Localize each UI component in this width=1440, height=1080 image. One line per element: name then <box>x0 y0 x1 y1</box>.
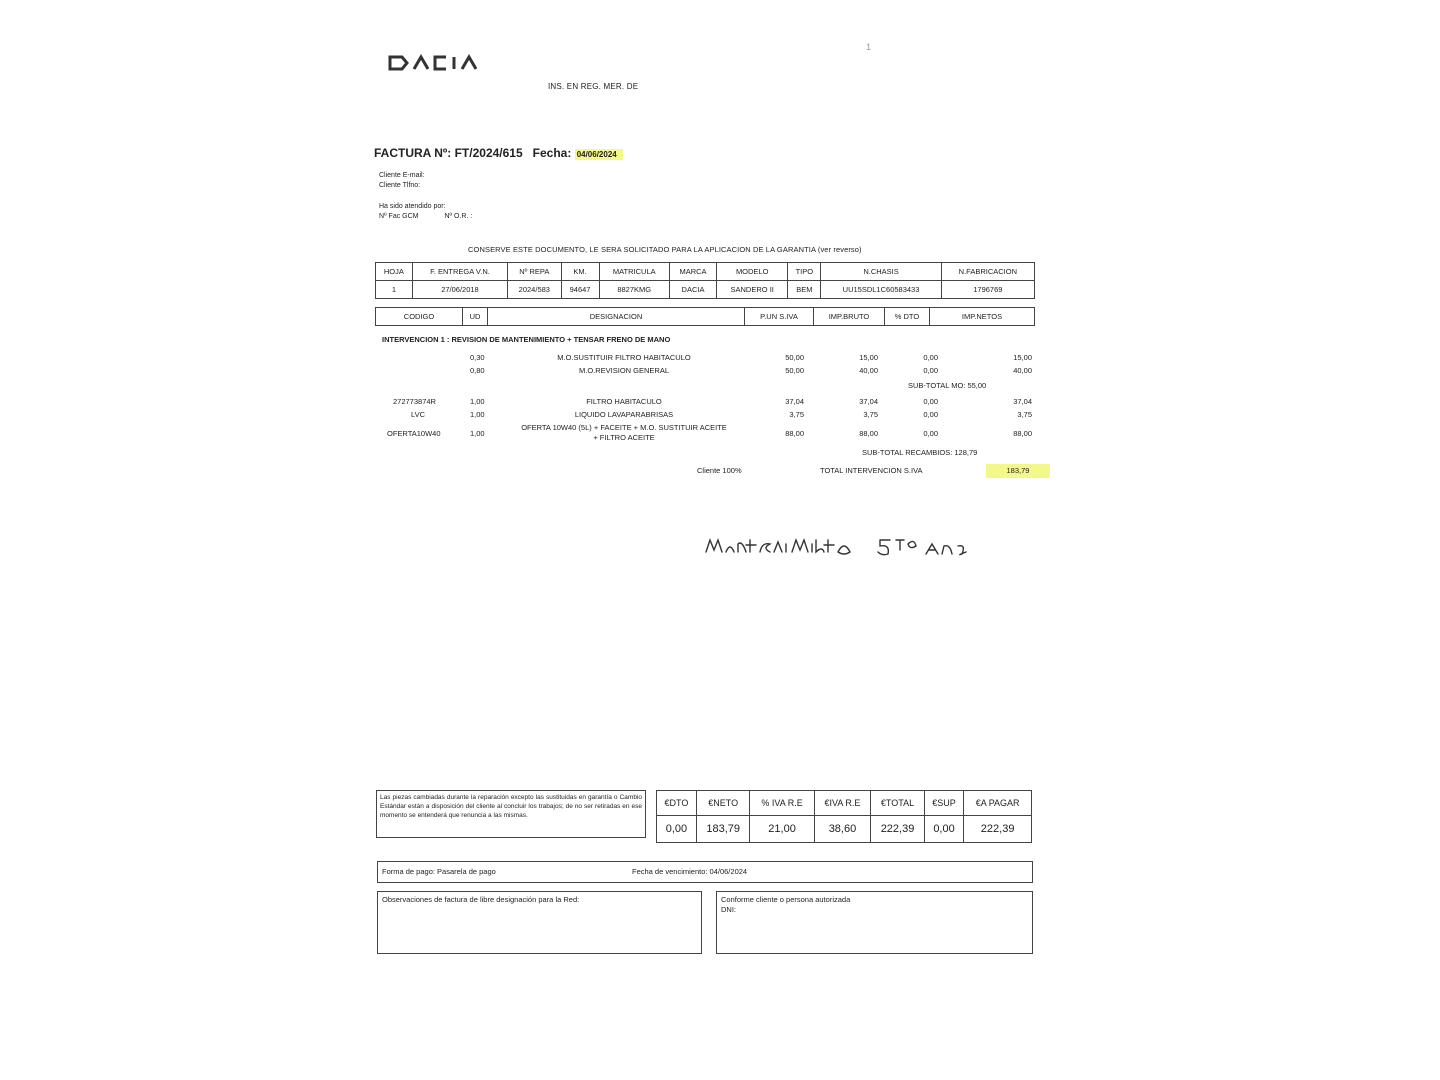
vehicle-table <box>375 262 1035 299</box>
item-dto: 0,00 <box>923 366 938 375</box>
vehicle-value: 1 <box>376 281 413 299</box>
disclaimer-box: Las piezas cambiadas durante la reparación excepto las sustituidas en garantía o Cambio Estándar están a disposición del cliente al concluir los trabajos; de no ser retiradas en ese momento se entenderá que renuncia a las mismas. <box>376 790 646 838</box>
fac-gcm-label: Nº Fac GCM <box>379 213 419 220</box>
item-pun: 50,00 <box>785 366 804 375</box>
vehicle-value: 2024/583 <box>508 281 561 299</box>
vehicle-value: 1796769 <box>941 281 1034 299</box>
col-netos: IMP.NETOS <box>930 308 1035 326</box>
item-bruto: 37,04 <box>859 397 878 406</box>
vehicle-value-row <box>376 281 1035 299</box>
item-dto: 0,00 <box>923 410 938 419</box>
item-ud: 1,00 <box>470 410 485 419</box>
vehicle-header: N.CHASIS <box>821 263 941 281</box>
item-desc: OFERTA 10W40 (5L) + FACEITE + M.O. SUSTITUIR ACEITE <box>521 423 727 432</box>
vehicle-value: SANDERO II <box>717 281 788 299</box>
or-label: Nº O.R. : <box>444 213 473 220</box>
vehicle-header: HOJA <box>376 263 413 281</box>
vehicle-header: TIPO <box>788 263 821 281</box>
client-info <box>379 171 425 191</box>
payment-due-date: Fecha de vencimiento: 04/06/2024 <box>632 867 748 876</box>
handwritten-note <box>704 532 980 560</box>
item-desc: M.O.SUSTITUIR FILTRO HABITACULO <box>557 353 691 362</box>
client-phone-label: Cliente Tlfno: <box>379 182 421 189</box>
vehicle-header: MATRICULA <box>599 263 669 281</box>
vehicle-header: MODELO <box>717 263 788 281</box>
totals-header-row <box>657 791 1032 816</box>
item-ud: 0,80 <box>470 366 485 375</box>
items-header-table <box>375 307 1035 326</box>
totals-header: €A PAGAR <box>964 791 1032 816</box>
item-bruto: 3,75 <box>863 410 878 419</box>
dni-label: DNI: <box>721 905 736 914</box>
conforme-label: Conforme cliente o persona autorizada <box>721 895 851 904</box>
vehicle-header: MARCA <box>669 263 716 281</box>
invoice-date-label: Fecha: <box>532 146 572 160</box>
col-codigo: CODIGO <box>376 308 463 326</box>
corner-mark: 1 <box>866 42 872 52</box>
observations-label: Observaciones de factura de libre designación para la Red: <box>382 895 580 904</box>
item-pun: 3,75 <box>789 410 804 419</box>
totals-value-row <box>657 816 1032 843</box>
attended-numbers <box>379 212 472 222</box>
item-ud: 0,30 <box>470 353 485 362</box>
item-ud: 1,00 <box>470 429 485 438</box>
observations-box <box>377 891 702 954</box>
subtotal-mo: SUB-TOTAL MO: 55,00 <box>908 381 987 390</box>
col-dto: % DTO <box>885 308 930 326</box>
totals-header: €SUP <box>924 791 963 816</box>
item-dto: 0,00 <box>923 429 938 438</box>
totals-value: 183,79 <box>696 816 750 843</box>
conforme-box <box>716 891 1033 954</box>
item-bruto: 88,00 <box>859 429 878 438</box>
item-ud: 1,00 <box>470 397 485 406</box>
item-bruto: 40,00 <box>859 366 878 375</box>
total-intervention-label: TOTAL INTERVENCION S.IVA <box>820 466 923 475</box>
totals-header: €NETO <box>696 791 750 816</box>
item-desc: FILTRO HABITACULO <box>586 397 662 406</box>
items-header-row <box>376 308 1035 326</box>
totals-value: 222,39 <box>964 816 1032 843</box>
warranty-notice: CONSERVE ESTE DOCUMENTO, LE SERA SOLICITADO PARA LA APLICACION DE LA GARANTIA (ver reverso) <box>468 245 862 254</box>
totals-value: 38,60 <box>814 816 871 843</box>
vehicle-value: 94647 <box>561 281 599 299</box>
totals-value: 0,00 <box>924 816 963 843</box>
registry-text: INS. EN REG. MER. DE <box>548 82 639 91</box>
item-desc-cont: + FILTRO ACEITE <box>593 433 655 442</box>
totals-table <box>656 790 1032 843</box>
payment-method: Forma de pago: Pasarela de pago <box>382 867 496 876</box>
vehicle-header-row <box>376 263 1035 281</box>
total-intervention-value: 183,79 <box>986 464 1050 478</box>
subtotal-parts: SUB-TOTAL RECAMBIOS: 128,79 <box>862 448 978 457</box>
vehicle-value: BEM <box>788 281 821 299</box>
vehicle-value: DACIA <box>669 281 716 299</box>
vehicle-header: KM. <box>561 263 599 281</box>
vehicle-value: 8827KMG <box>599 281 669 299</box>
dacia-logo <box>388 52 494 74</box>
col-designacion: DESIGNACION <box>488 308 745 326</box>
attended-info <box>379 202 472 222</box>
vehicle-header: F. ENTREGA V.N. <box>412 263 507 281</box>
item-code: 272773874R <box>393 397 436 406</box>
item-pun: 88,00 <box>785 429 804 438</box>
col-pun: P.UN S.IVA <box>745 308 814 326</box>
totals-header: €IVA R.E <box>814 791 871 816</box>
item-dto: 0,00 <box>923 397 938 406</box>
col-bruto: IMP.BRUTO <box>814 308 885 326</box>
vehicle-header: N.FABRICACION <box>941 263 1034 281</box>
intervention-title: INTERVENCION 1 : REVISION DE MANTENIMIENTO + TENSAR FRENO DE MANO <box>382 335 671 344</box>
item-neto: 88,00 <box>1013 429 1032 438</box>
client-email-label: Cliente E-mail: <box>379 172 425 179</box>
totals-header: % IVA R.E <box>750 791 814 816</box>
attended-label: Ha sido atendido por: <box>379 203 446 210</box>
item-neto: 15,00 <box>1013 353 1032 362</box>
item-code: OFERTA10W40 <box>387 429 441 438</box>
item-bruto: 15,00 <box>859 353 878 362</box>
vehicle-value: UU15SDL1C60583433 <box>821 281 941 299</box>
item-neto: 37,04 <box>1013 397 1032 406</box>
client-percentage: Cliente 100% <box>697 466 742 475</box>
item-pun: 37,04 <box>785 397 804 406</box>
item-desc: LIQUIDO LAVAPARABRISAS <box>574 410 674 419</box>
totals-header: €DTO <box>657 791 697 816</box>
invoice-title <box>374 146 623 160</box>
payment-box <box>377 861 1033 883</box>
invoice-number: FACTURA Nº: FT/2024/615 <box>374 146 523 160</box>
vehicle-header: Nº REPA <box>508 263 561 281</box>
totals-value: 222,39 <box>871 816 925 843</box>
item-neto: 3,75 <box>1017 410 1032 419</box>
totals-value: 0,00 <box>657 816 697 843</box>
vehicle-value: 27/06/2018 <box>412 281 507 299</box>
item-neto: 40,00 <box>1013 366 1032 375</box>
invoice-date: 04/06/2024 <box>575 149 623 160</box>
totals-value: 21,00 <box>750 816 814 843</box>
item-pun: 50,00 <box>785 353 804 362</box>
item-dto: 0,00 <box>923 353 938 362</box>
totals-header: €TOTAL <box>871 791 925 816</box>
item-desc: M.O.REVISION GENERAL <box>578 366 670 375</box>
item-code: LVC <box>411 410 426 419</box>
col-ud: UD <box>463 308 488 326</box>
